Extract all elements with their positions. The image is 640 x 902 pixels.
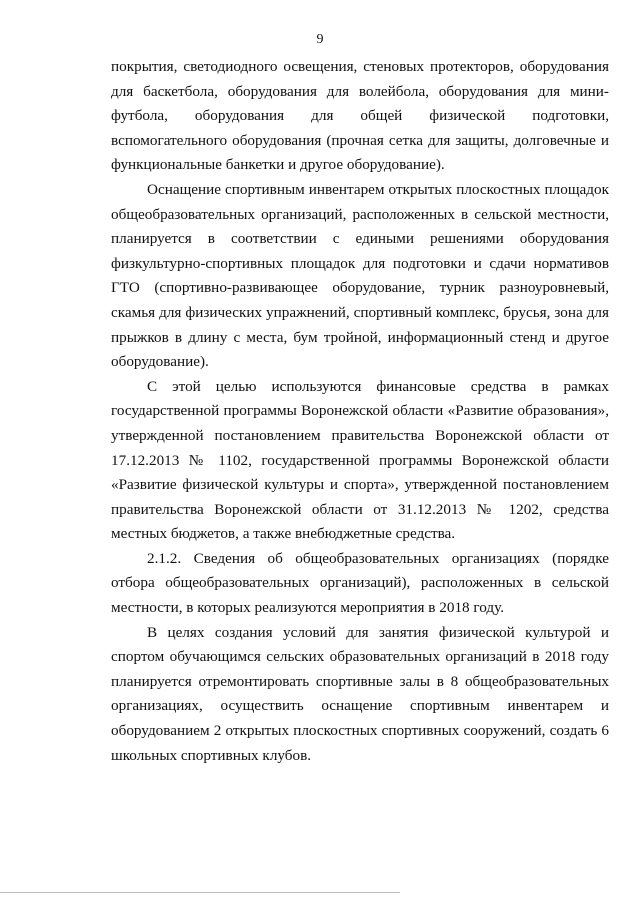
paragraph-equipment-continuation: покрытия, светодиодного освещения, стеновых протекторов, оборудования для баскетбола, оборудования для волейбола, оборудования для мини-футбола, оборудования для общей физической подготовки, вспомогательного оборудования (прочная сетка для защиты, долговечные и функциональные банкетки и другое оборудование). xyxy=(111,58,609,174)
document-body xyxy=(111,55,609,768)
paragraph-outdoor-equipment: Оснащение спортивным инвентарем открытых плоскостных площадок общеобразовательных организаций, расположенных в сельской местности, планируется в соответствии с едиными решениями оборудования физкультурно-спортивных площадок для подготовки и сдачи нормативов ГТО (спортивно-развивающее оборудование, турник разноуровневый, скамья для физических упражнений, спортивный комплекс, брусья, зона для прыжков в длину с места, бум тройной, информационный стенд и другое оборудование). xyxy=(111,180,609,371)
page-number: 9 xyxy=(316,32,324,47)
paragraph-2018-plans: В целях создания условий для занятия физической культурой и спортом обучающимся сельских образовательных организаций в 2018 году планируется отремонтировать спортивные залы в 8 общеобразовательных организациях, осуществить оснащение спортивным инвентарем и оборудованием 2 открытых плоскостных спортивных сооружений, создать 6 школьных спортивных клубов. xyxy=(111,623,609,764)
paragraph-funding: С этой целью используются финансовые средства в рамках государственной программы Воронежской области «Развитие образования», утвержденной постановлением правительства Воронежской области от 17.12.2013 № 1102, государственной программы Воронежской области «Развитие физической культуры и спорта», утвержденной постановлением правительства Воронежской области от 31.12.2013 № 1202, средства местных бюджетов, а также внебюджетные средства. xyxy=(111,377,609,543)
paragraph-section-2-1-2: 2.1.2. Сведения об общеобразовательных организациях (порядке отбора общеобразовательных организаций), расположенных в сельской местности, в которых реализуются мероприятия в 2018 году. xyxy=(111,549,609,617)
footer-divider xyxy=(0,892,400,893)
